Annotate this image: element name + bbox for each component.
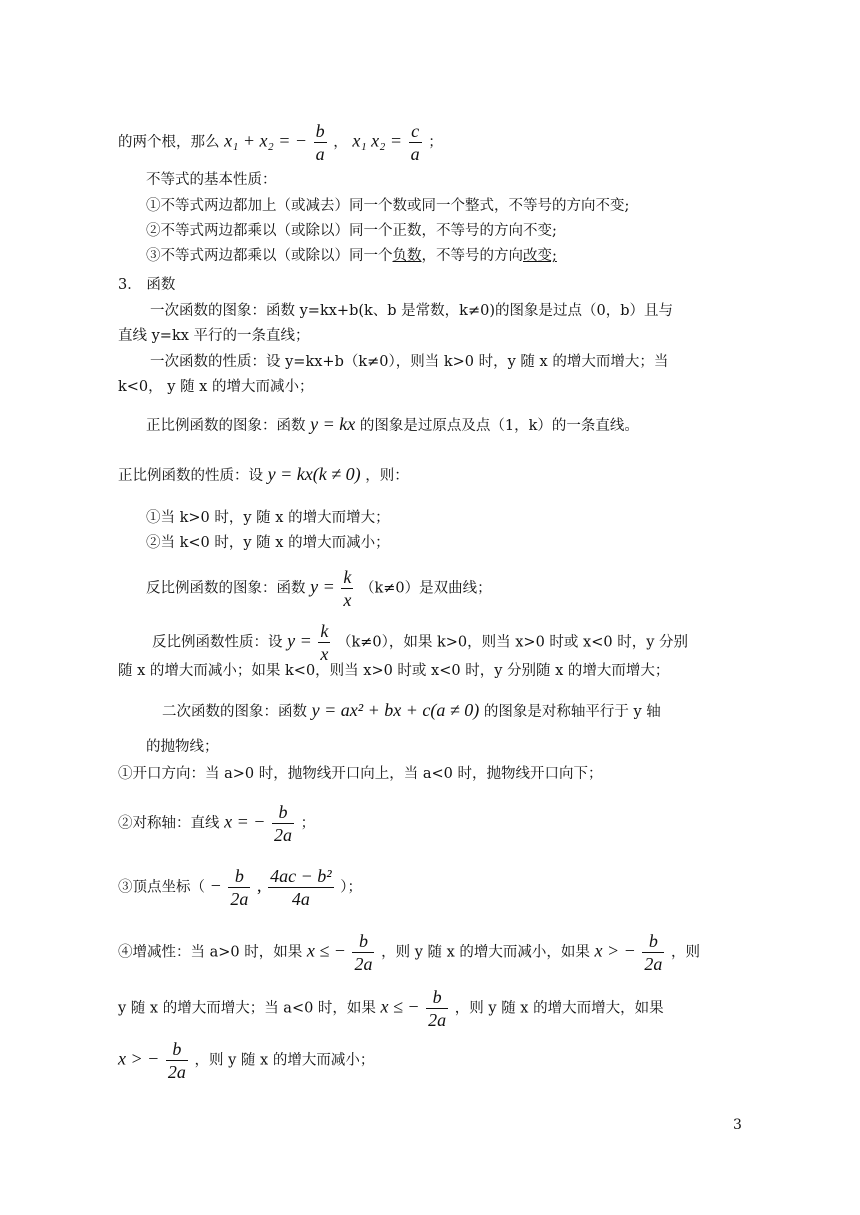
text: 正比例函数的图象：函数 <box>146 418 306 434</box>
quadratic-monotonic-line2 <box>118 986 860 1031</box>
text: （k≠0），如果 k>0，则当 x>0 时或 x<0 时，y 分别 <box>336 634 688 651</box>
comma: , <box>256 875 262 896</box>
quadratic-monotonic-line1 <box>118 930 860 975</box>
linear-graph-line2: 直线 y=kx 平行的一条直线； <box>118 328 310 344</box>
text: ③不等式两边都乘以（或除以）同一个 <box>146 248 393 264</box>
text: ，则 y 随 x 的增大而减小，如果 <box>381 944 590 961</box>
inverse-graph <box>146 566 860 611</box>
math-inline: x ≤ − <box>380 996 420 1017</box>
quadratic-opening: ①开口方向：当 a>0 时，抛物线开口向上，当 a<0 时，抛物线开口向下； <box>118 766 603 782</box>
text: ； <box>428 134 443 151</box>
math-sum: x₁ + x₂ = − <box>224 130 308 151</box>
text: ，则 <box>671 944 701 961</box>
text: ，则 y 随 x 的增大而减小； <box>194 1052 375 1069</box>
text: ； <box>300 815 316 832</box>
math-inline: x = − <box>224 811 266 832</box>
text: y 随 x 的增大而增大；当 a<0 时，如果 <box>118 1000 376 1017</box>
text: 的图象是过原点及点（1，k）的一条直线。 <box>359 418 639 434</box>
text: ， <box>333 134 348 151</box>
text: ）； <box>340 879 362 896</box>
math-inline: y = kx <box>310 414 356 434</box>
math-inline: − <box>209 875 222 896</box>
section-heading: 3． 函数 <box>118 277 176 293</box>
quadratic-graph-line2: 的抛物线； <box>146 739 219 755</box>
inequality-rule-1: ①不等式两边都加上（或减去）同一个数或同一个整式，不等号的方向不变; <box>146 198 630 214</box>
math-product: x₁ x₂ = <box>352 130 403 151</box>
fraction-b-over-2a: $\frac{b}{2a}$ <box>274 802 293 845</box>
math-inline: x ≤ − <box>306 940 346 961</box>
underlined-text: 改变; <box>523 248 557 264</box>
text: 二次函数的图象：函数 <box>162 704 307 720</box>
fraction-c-over-a: $\frac{c}{a}$ <box>410 121 420 164</box>
inverse-prop <box>152 620 860 665</box>
linear-prop-line2: k<0， y 随 x 的增大而减小； <box>118 379 314 395</box>
math-inline: y = <box>287 630 312 651</box>
text: （k≠0）是双曲线； <box>359 580 492 597</box>
quadratic-vertex <box>118 865 860 910</box>
fraction-b-over-2a: $\frac{b}{2a}$ <box>167 1039 186 1082</box>
fraction-k-over-x: $\frac{k}{x}$ <box>320 621 329 664</box>
text: 正比例函数的性质：设 <box>118 468 263 484</box>
proportional-prop-2: ②当 k<0 时，y 随 x 的增大而减小； <box>146 535 390 551</box>
text: ④增减性：当 a>0 时，如果 <box>118 944 303 961</box>
text: 反比例函数的图象：函数 <box>146 580 306 597</box>
inequality-rule-3 <box>146 246 860 266</box>
math-inline: x > − <box>594 940 636 961</box>
proportional-prop <box>118 464 860 486</box>
linear-prop-line1: 一次函数的性质：设 y=kx+b（k≠0），则当 k>0 时，y 随 x 的增大而增大；当 <box>150 354 669 370</box>
proportional-prop-1: ①当 k>0 时，y 随 x 的增大而增大； <box>146 510 390 526</box>
text: 的图象是对称轴平行于 y 轴 <box>483 704 661 720</box>
math-inline: y = ax² + bx + c(a ≠ 0) <box>311 700 480 720</box>
proportional-graph <box>146 414 860 436</box>
page-number: 3 <box>733 1117 742 1133</box>
quadratic-axis <box>118 801 860 846</box>
underlined-text: 负数 <box>392 248 422 264</box>
quadratic-monotonic-line3 <box>118 1038 860 1083</box>
quadratic-graph <box>162 700 860 722</box>
linear-graph-line1: 一次函数的图象：函数 y=kx+b(k、b 是常数，k≠0)的图象是过点（0，b）且与 <box>150 303 674 319</box>
text: 反比例函数性质：设 <box>152 634 283 651</box>
fraction-b-over-2a: $\frac{b}{2a}$ <box>230 866 249 909</box>
text: ，不等号的方向 <box>421 248 523 264</box>
math-inline: y = <box>310 576 335 597</box>
fraction-b-over-2a: $\frac{b}{2a}$ <box>428 987 447 1030</box>
fraction-vertex-y: $\frac{\text{4ac − b²}}{4a}$ <box>270 866 332 909</box>
fraction-k-over-x: $\frac{k}{x}$ <box>343 567 352 610</box>
fraction-b-over-2a: $\frac{b}{2a}$ <box>354 931 373 974</box>
text: ，则 y 随 x 的增大而增大，如果 <box>454 1000 664 1017</box>
math-inline: x > − <box>118 1048 160 1069</box>
inequality-title: 不等式的基本性质： <box>146 172 277 188</box>
text: ②对称轴：直线 <box>118 815 220 832</box>
text: ③顶点坐标（ <box>118 879 205 896</box>
inequality-rule-2: ②不等式两边都乘以（或除以）同一个正数，不等号的方向不变; <box>146 223 557 239</box>
math-inline: y = kx(k ≠ 0) <box>267 464 361 484</box>
vieta-line <box>118 120 860 165</box>
fraction-b-over-a: $\frac{b}{a}$ <box>315 121 325 164</box>
text: 的两个根，那么 <box>118 134 220 151</box>
text: ，则： <box>365 468 409 484</box>
fraction-b-over-2a: $\frac{b}{2a}$ <box>644 931 663 974</box>
inverse-prop-line2: 随 x 的增大而减小；如果 k<0，则当 x>0 时或 x<0 时，y 分别随 x 的增大而增大； <box>118 663 670 679</box>
